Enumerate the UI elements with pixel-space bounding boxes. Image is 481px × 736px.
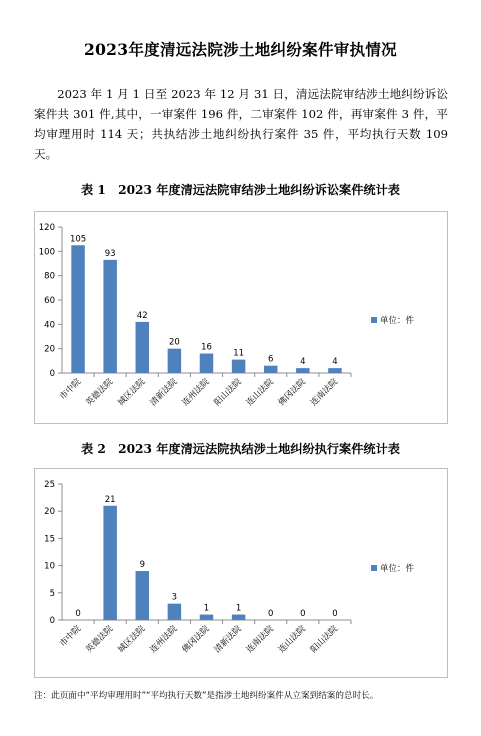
bar <box>264 366 277 373</box>
x-tick-label: 清新法院 <box>212 624 244 656</box>
x-tick-label: 阳山法院 <box>308 624 341 656</box>
table2-title: 表 2 2023 年度清远法院执结涉土地纠纷执行案件统计表 <box>80 442 400 456</box>
y-tick-label: 40 <box>44 320 55 331</box>
bar <box>168 604 181 620</box>
data-label: 42 <box>136 310 148 321</box>
data-label: 6 <box>268 354 274 365</box>
y-tick-label: 10 <box>44 561 55 572</box>
legend-label: 单位：件 <box>380 564 415 574</box>
data-label: 21 <box>104 494 116 505</box>
data-label: 93 <box>104 248 116 259</box>
x-tick-label: 连南法院 <box>308 377 341 409</box>
x-tick-label: 城区法院 <box>116 624 148 656</box>
data-label: 11 <box>233 348 245 359</box>
chart-execution-cases <box>34 468 448 678</box>
y-tick-label: 0 <box>49 369 55 379</box>
data-label: 0 <box>300 609 306 619</box>
bar <box>328 368 341 373</box>
x-tick-label: 连州法院 <box>148 624 180 656</box>
y-tick-label: 20 <box>44 344 55 355</box>
footnote: 注：此页面中“平均审理用时”“平均执行天数”是指涉土地纠纷案件从立案到结案的总时长。 <box>34 691 379 701</box>
x-tick-label: 连南法院 <box>244 624 276 656</box>
x-tick-label: 清新法院 <box>148 377 180 409</box>
x-tick-label: 佛冈法院 <box>180 624 212 656</box>
table1-title: 表 1 2023 年度清远法院审结涉土地纠纷诉讼案件统计表 <box>80 183 400 197</box>
y-tick-label: 100 <box>38 247 55 258</box>
page-title: 2023年度清远法院涉土地纠纷案件审执情况 <box>84 40 397 59</box>
y-tick-label: 120 <box>38 223 55 233</box>
data-label: 9 <box>139 560 145 571</box>
y-tick-label: 60 <box>44 296 55 306</box>
x-tick-label: 英德法院 <box>84 624 116 656</box>
chart-svg <box>35 212 449 423</box>
bar <box>103 506 116 620</box>
data-label: 16 <box>201 342 212 353</box>
y-tick-label: 0 <box>49 616 55 626</box>
x-tick-label: 市中院 <box>58 377 84 403</box>
x-tick-label: 市中院 <box>58 624 84 650</box>
x-tick-label: 连州法院 <box>180 377 212 409</box>
bar <box>296 368 309 373</box>
y-tick-label: 20 <box>44 507 55 518</box>
bar <box>200 615 213 620</box>
y-tick-label: 25 <box>44 480 55 490</box>
y-tick-label: 5 <box>49 588 55 599</box>
bar <box>232 615 245 620</box>
data-label: 1 <box>235 603 242 614</box>
bar <box>103 260 116 373</box>
y-tick-label: 15 <box>44 534 55 545</box>
chart-svg <box>35 469 449 677</box>
data-label: 4 <box>300 357 306 368</box>
x-tick-label: 连山法院 <box>276 624 308 656</box>
data-label: 1 <box>203 603 210 614</box>
bar <box>200 354 213 373</box>
legend-label: 单位：件 <box>380 316 415 326</box>
y-tick-label: 80 <box>44 271 55 282</box>
x-tick-label: 佛冈法院 <box>276 377 308 409</box>
legend-swatch <box>371 565 377 571</box>
data-label: 20 <box>168 337 180 348</box>
x-tick-label: 城区法院 <box>116 377 148 409</box>
chart-litigation-cases <box>34 211 448 424</box>
x-tick-label: 连山法院 <box>244 377 276 409</box>
x-tick-label: 阳山法院 <box>212 377 244 409</box>
bar <box>168 349 181 373</box>
data-label: 0 <box>332 609 338 619</box>
bar <box>71 245 84 373</box>
data-label: 4 <box>332 357 338 368</box>
summary-paragraph: 2023 年 1 月 1 日至 2023 年 12 月 31 日，清远法院审结涉土地纠纷诉讼案件共 301 件,其中，一审案件 196 件，二审案件 102 件，再审案件 3 件，平均审理用时 114 天；共执结涉土地纠纷执行案件 35 件，平均执行天数 109 天。 <box>34 87 448 161</box>
data-label: 105 <box>69 234 87 245</box>
x-tick-label: 英德法院 <box>84 377 116 409</box>
data-label: 0 <box>75 609 81 619</box>
bar <box>232 360 245 373</box>
data-label: 0 <box>268 609 274 619</box>
legend-swatch <box>371 317 377 323</box>
bar <box>136 322 149 373</box>
bar <box>136 571 149 620</box>
data-label: 3 <box>171 592 178 603</box>
